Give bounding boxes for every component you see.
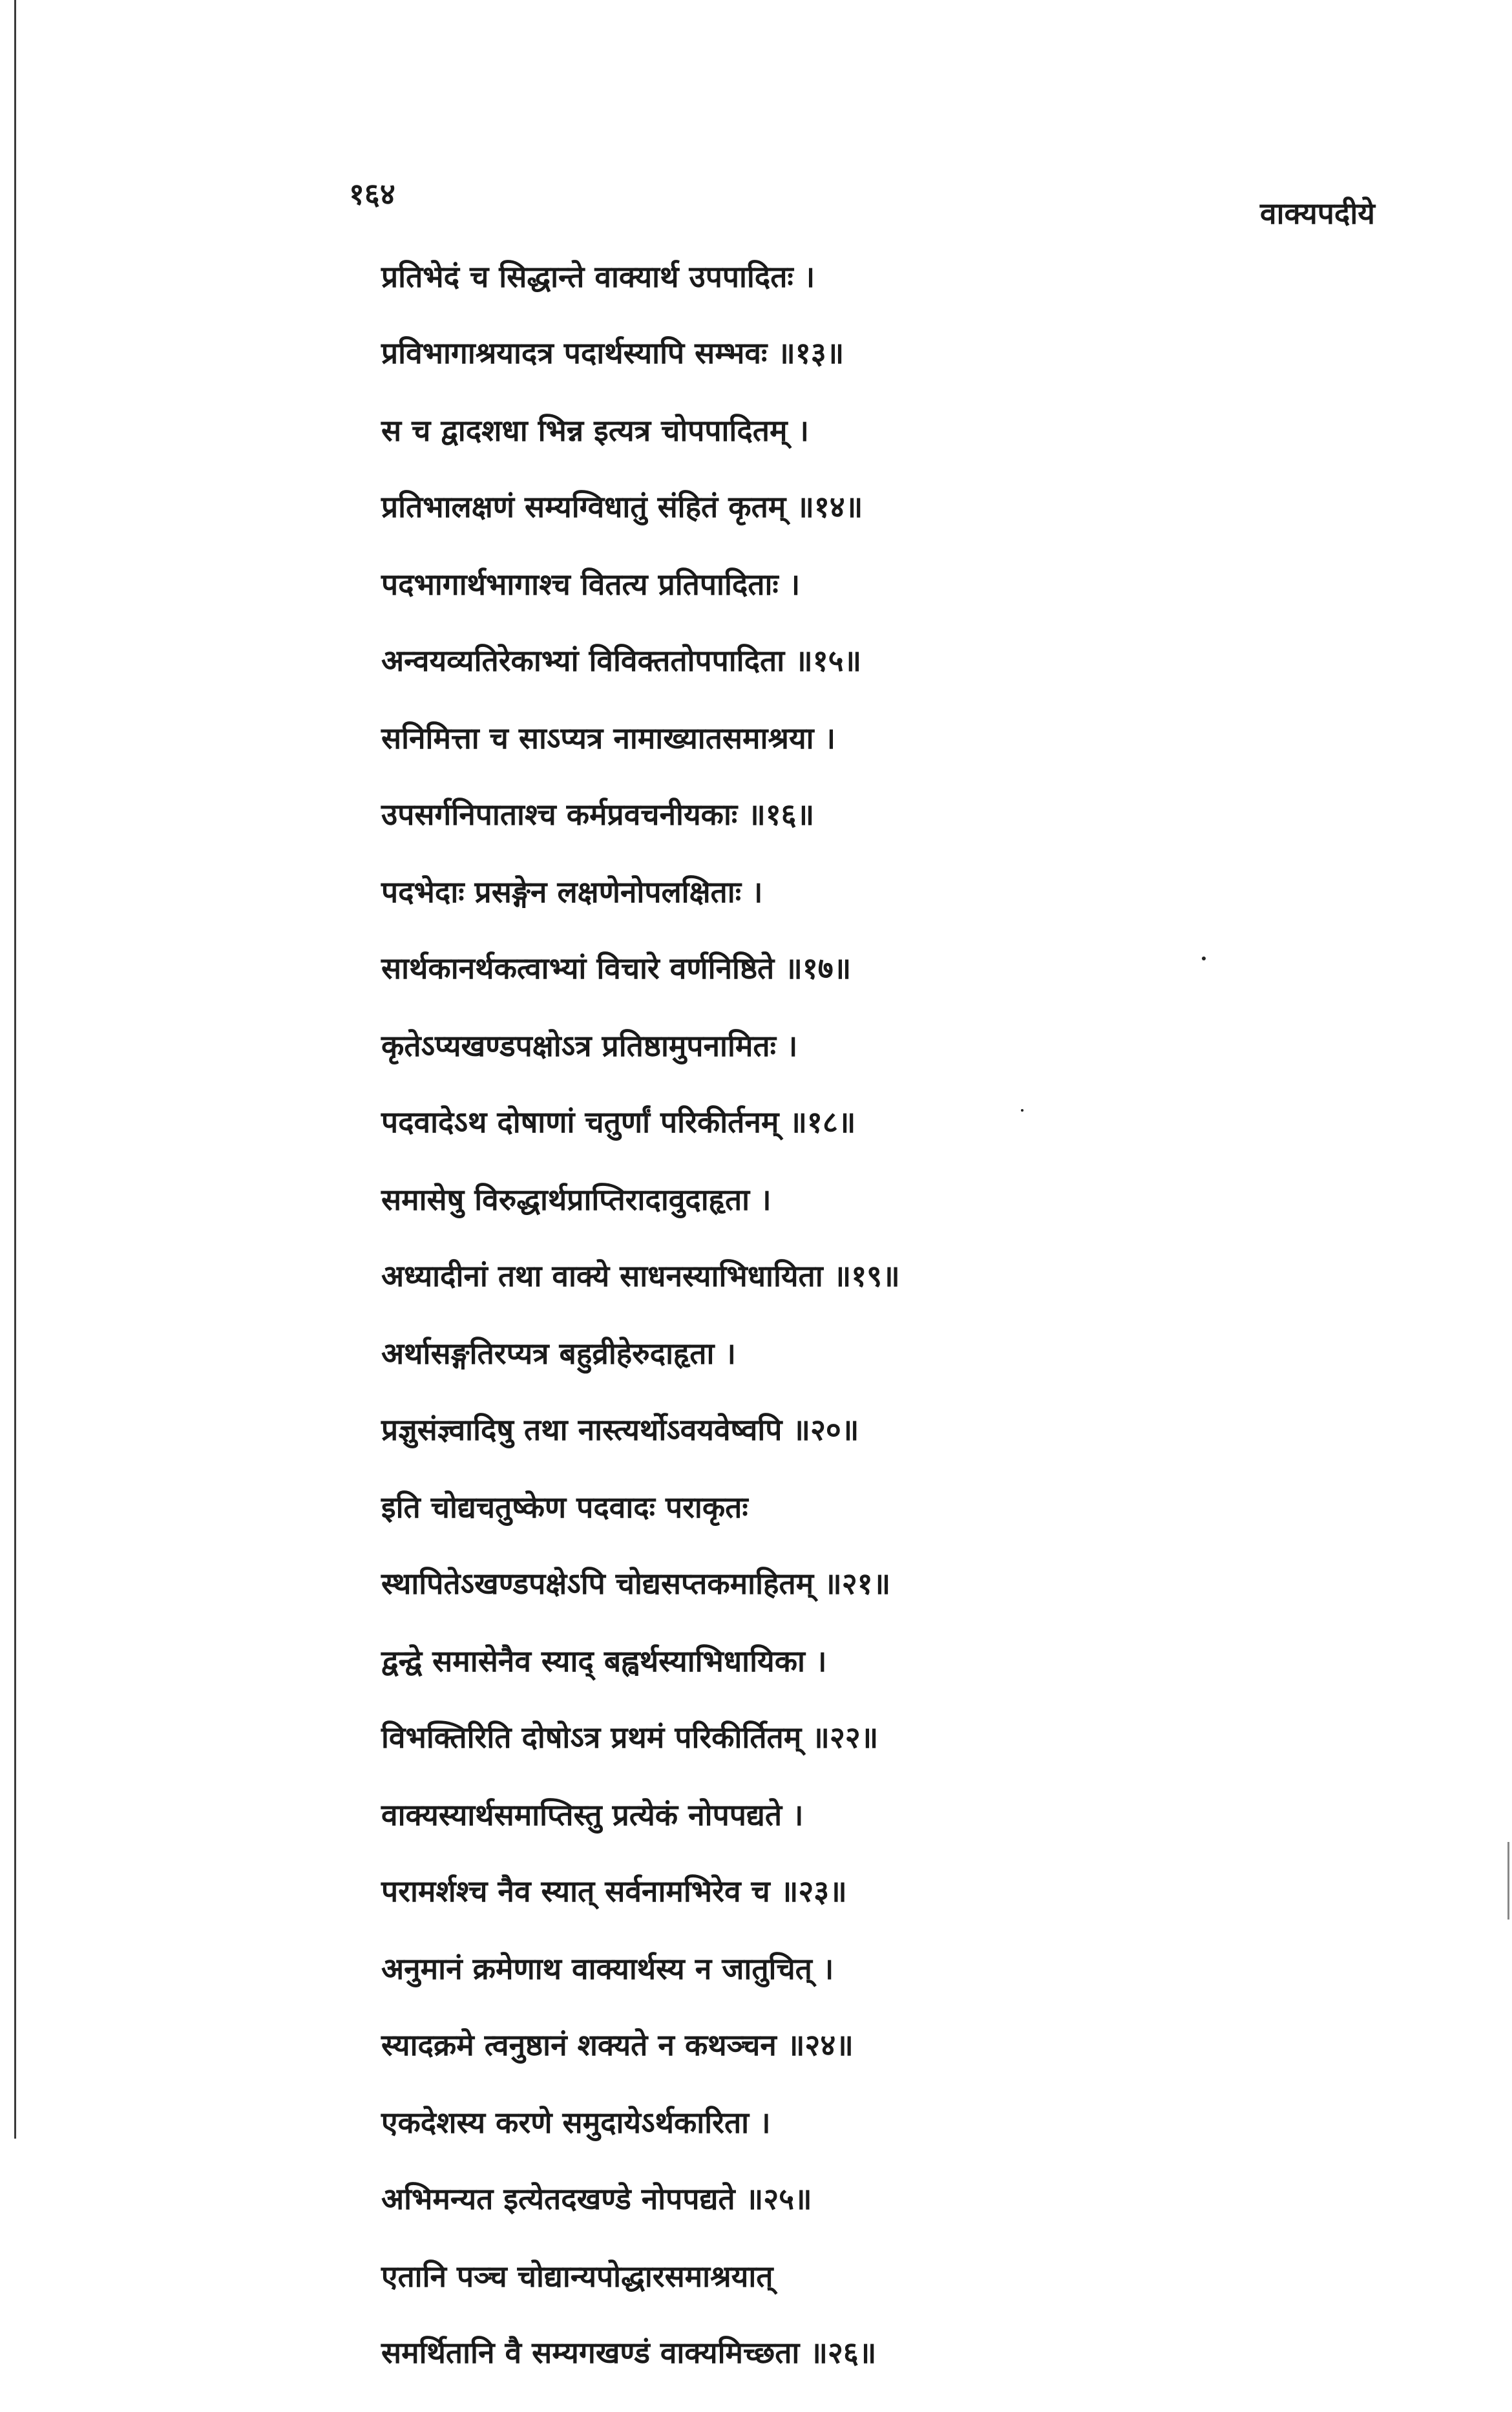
verse-15 — [381, 566, 1389, 679]
verse-line: स्थापितेऽखण्डपक्षेऽपि चोद्यसप्तकमाहितम् ॥२१॥ — [381, 1566, 891, 1601]
verse-23 — [381, 1797, 1389, 1909]
verse-line: स्यादक्रमे त्वनुष्ठानं शक्यते न कथञ्चन ॥२४॥ — [381, 2027, 854, 2062]
verse-26 — [381, 2258, 1389, 2371]
verse-list — [381, 259, 1389, 2412]
verse-line: एकदेशस्य करणे समुदायेऽर्थकारिता । — [381, 2105, 771, 2140]
verse-line: परामर्शश्च नैव स्यात् सर्वनामभिरेव च ॥२३॥ — [381, 1874, 847, 1909]
verse-line: सार्थकानर्थकत्वाभ्यां विचारे वर्णनिष्ठिते ॥१७॥ — [381, 951, 852, 986]
verse-13 — [381, 259, 1389, 371]
verse-16 — [381, 720, 1389, 832]
verse-line: स च द्वादशधा भिन्न इत्यत्र चोपपादितम् । — [381, 413, 809, 448]
verse-20 — [381, 1335, 1389, 1448]
verse-line: प्रज्ञुसंज्ञ्वादिषु तथा नास्त्यर्थोऽवयवेष्वपि ॥२०॥ — [381, 1412, 859, 1447]
verse-line: द्वन्द्वे समासेनैव स्याद् बह्वर्थस्याभिधायिका । — [381, 1644, 827, 1678]
verse-24 — [381, 1951, 1389, 2063]
verse-22 — [381, 1643, 1389, 1755]
scan-left-edge — [14, 0, 16, 2139]
scan-right-edge-mark — [1507, 1842, 1509, 1920]
verse-line: अनुमानं क्रमेणाथ वाक्यार्थस्य न जातुचित् । — [381, 1951, 834, 1986]
running-title: वाक्यपदीये — [1260, 196, 1375, 231]
verse-line: पदभागार्थभागाश्च वितत्य प्रतिपादिताः । — [381, 567, 801, 602]
verse-17 — [381, 874, 1389, 986]
verse-line: पदभेदाः प्रसङ्गेन लक्षणेनोपलक्षिताः । — [381, 874, 763, 909]
verse-line: विभक्तिरिति दोषोऽत्र प्रथमं परिकीर्तितम् ॥२२॥ — [381, 1720, 879, 1755]
verse-14 — [381, 412, 1389, 525]
verse-line: अध्यादीनां तथा वाक्ये साधनस्याभिधायिता ॥१९॥ — [381, 1258, 900, 1293]
page-number: १६४ — [349, 176, 395, 211]
verse-line: समासेषु विरुद्धार्थप्राप्तिरादावुदाहृता । — [381, 1182, 772, 1217]
verse-line: अन्वयव्यतिरेकाभ्यां विविक्ततोपपादिता ॥१५॥ — [381, 643, 862, 678]
scan-speck — [1202, 957, 1206, 960]
verse-line: उपसर्गनिपाताश्च कर्मप्रवचनीयकाः ॥१६॥ — [381, 797, 815, 832]
verse-19 — [381, 1181, 1389, 1294]
verse-line: प्रतिभेदं च सिद्धान्ते वाक्यार्थ उपपादितः । — [381, 259, 815, 294]
verse-line: पदवादेऽथ दोषाणां चतुर्णां परिकीर्तनम् ॥१८॥ — [381, 1105, 856, 1139]
verse-line: इति चोद्यचतुष्केण पदवादः पराकृतः — [381, 1490, 748, 1525]
verse-line: कृतेऽप्यखण्डपक्षोऽत्र प्रतिष्ठामुपनामितः । — [381, 1028, 798, 1063]
scan-speck — [1021, 1109, 1024, 1112]
verse-line: वाक्यस्यार्थसमाप्तिस्तु प्रत्येकं नोपपद्यते । — [381, 1797, 804, 1832]
verse-25 — [381, 2104, 1389, 2217]
verse-line: एतानि पञ्च चोद्यान्यपोद्धारसमाश्रयात् — [381, 2259, 773, 2294]
verse-line: अर्थासङ्गतिरप्यत्र बहुव्रीहेरुदाहृता । — [381, 1336, 736, 1371]
verse-line: प्रविभागाश्रयादत्र पदार्थस्यापि सम्भवः ॥१३॥ — [381, 335, 845, 370]
verse-line: अभिमन्यत इत्येतदखण्डे नोपपद्यते ॥२५॥ — [381, 2181, 812, 2216]
verse-line: प्रतिभालक्षणं सम्यग्विधातुं संहितं कृतम् ॥१४॥ — [381, 489, 863, 524]
verse-line: समर्थितानि वै सम्यगखण्डं वाक्यमिच्छता ॥२६॥ — [381, 2335, 877, 2370]
verse-line: सनिमित्ता च साऽप्यत्र नामाख्यातसमाश्रया । — [381, 721, 836, 756]
verse-18 — [381, 1028, 1389, 1140]
verse-21 — [381, 1489, 1389, 1602]
